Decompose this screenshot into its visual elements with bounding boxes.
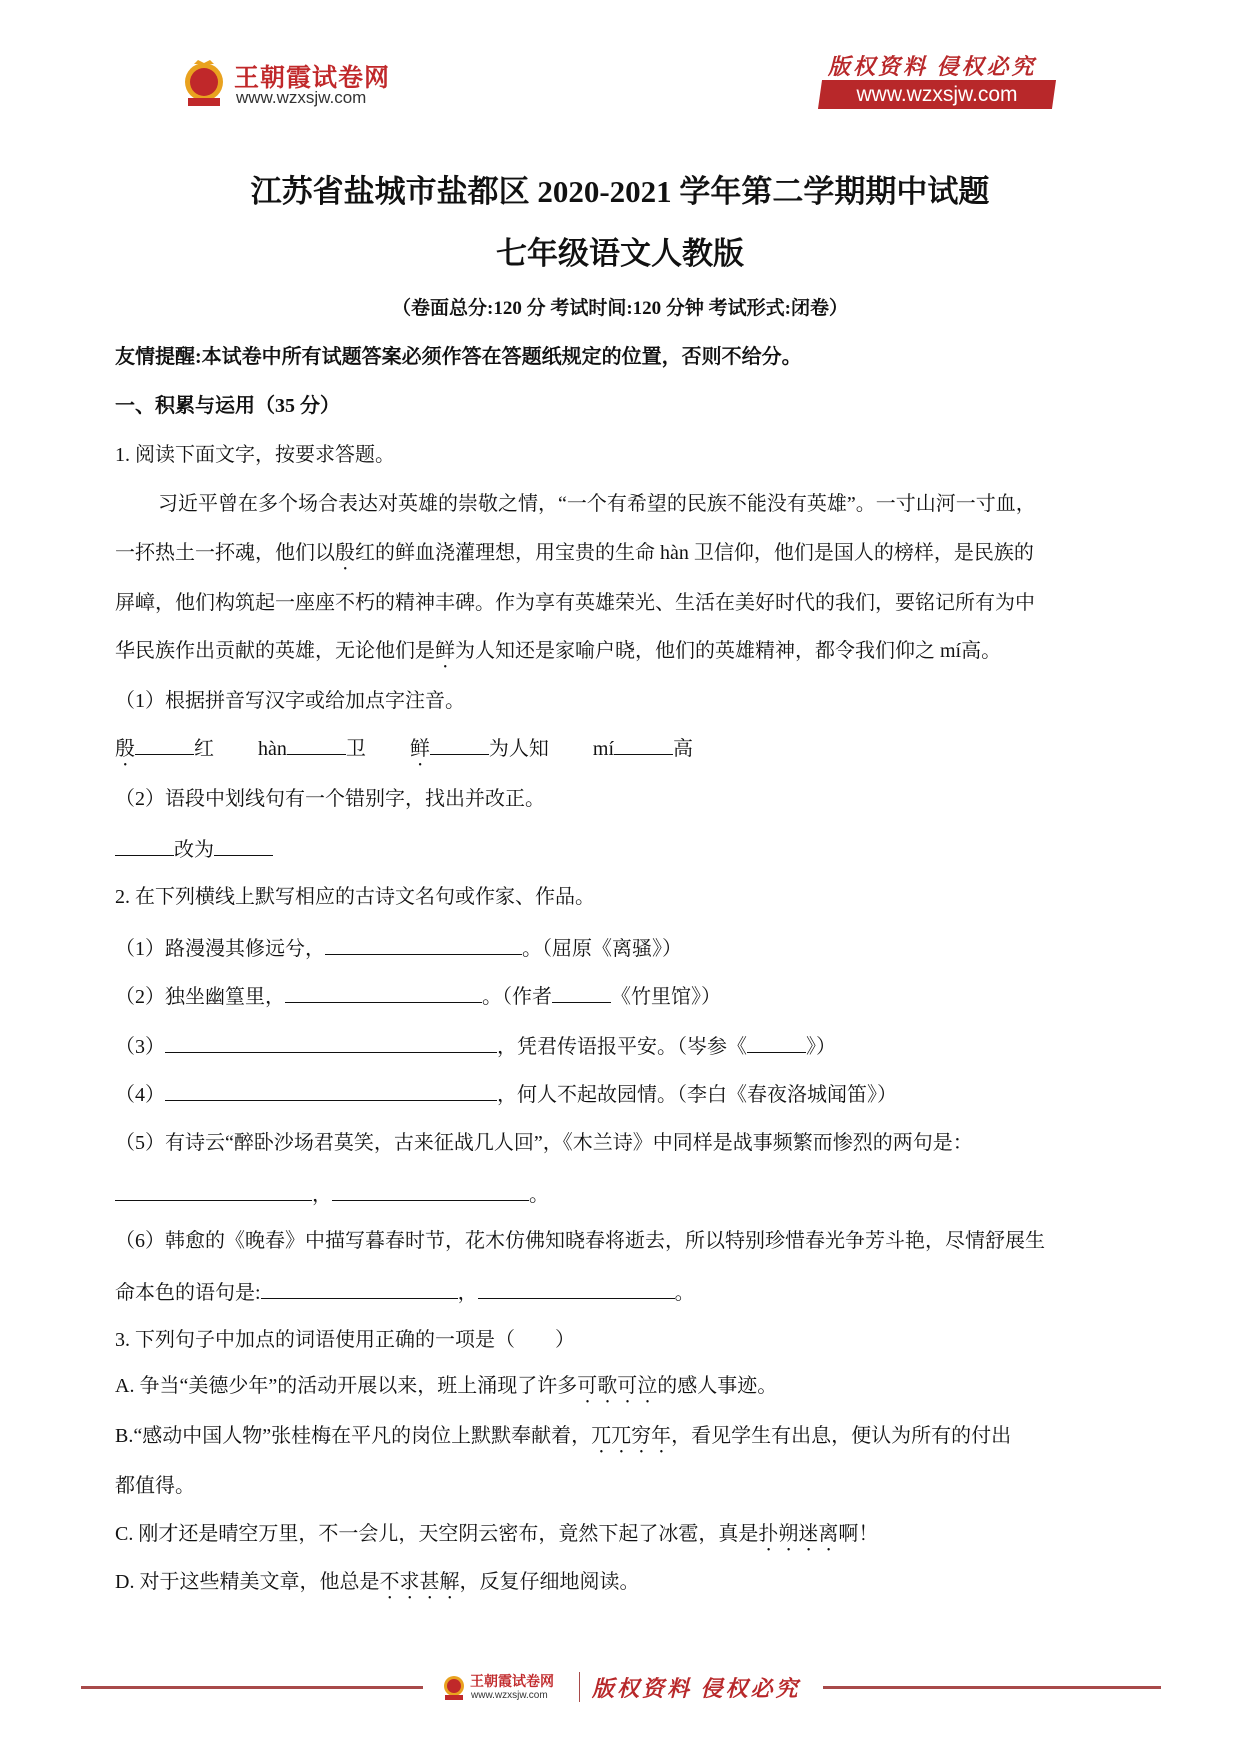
text-segment: mí <box>592 738 615 760</box>
text-line <box>115 1373 777 1408</box>
text-line <box>115 884 595 910</box>
brand-name: 王朝霞试卷网 <box>234 63 391 92</box>
text-line <box>115 982 721 1010</box>
emphasized-text: 鲜 <box>435 640 455 662</box>
text-line <box>115 1327 575 1353</box>
text-line <box>115 1569 639 1604</box>
footer-copyright: 版权资料 侵权必究 <box>592 1676 801 1701</box>
text-line <box>115 1278 695 1306</box>
doc-subtitle: 七年级语文人教版 <box>496 236 744 271</box>
answer-blank[interactable] <box>552 982 611 1003</box>
answer-blank[interactable] <box>115 835 174 856</box>
text-segment: B.“感动中国人物”张桂梅在平凡的岗位上默默奉献着， <box>115 1425 592 1447</box>
text-line <box>115 638 1001 673</box>
answer-blank[interactable] <box>135 734 194 755</box>
answer-blank[interactable] <box>430 734 489 755</box>
text-segment: （1）根据拼音写汉字或给加点字注音。 <box>115 690 465 712</box>
footer-brand-url[interactable]: www.wzxsjw.com <box>471 1690 548 1701</box>
answer-blank[interactable] <box>287 734 346 755</box>
answer-blank[interactable] <box>115 1180 312 1201</box>
brand-logo-badge-icon <box>182 58 226 110</box>
answer-blank[interactable] <box>165 1032 497 1053</box>
emphasized-text: 殷 <box>115 738 135 760</box>
text-line <box>115 1180 549 1208</box>
text-segment: hàn <box>258 738 287 760</box>
text-segment: 一、积累与运用（35 分） <box>115 395 340 417</box>
text-line <box>115 1080 897 1108</box>
text-segment: 华民族作出贡献的英雄，无论他们是 <box>115 640 435 662</box>
text-line <box>115 1473 195 1499</box>
text-segment: 》） <box>806 1036 836 1058</box>
exam-info: （卷面总分:120 分 考试时间:120 分钟 考试形式:闭卷） <box>392 298 848 319</box>
answer-blank[interactable] <box>285 982 482 1003</box>
text-segment: （2）独坐幽篁里， <box>115 986 285 1008</box>
text-segment: （5）有诗云“醉卧沙场君莫笑，古来征战几人回”，《木兰诗》中同样是战事频繁而惨烈的两句是： <box>115 1132 973 1154</box>
text-line <box>115 442 395 468</box>
text-segment: ，凭君传语报平安。（岑参《 <box>497 1036 747 1058</box>
text-line <box>115 934 682 962</box>
text-line <box>115 344 802 370</box>
emphasized-text: 兀兀穷年 <box>591 1425 672 1447</box>
text-segment: 红 <box>194 738 214 760</box>
footer-divider <box>579 1672 580 1702</box>
text-line <box>115 835 273 863</box>
text-line <box>115 1130 973 1156</box>
footer-brand-name: 王朝霞试卷网 <box>470 1674 554 1690</box>
footer-rule-right <box>823 1686 1161 1689</box>
text-segment: 2. 在下列横线上默写相应的古诗文名句或作家、作品。 <box>115 886 595 908</box>
text-segment: D. 对于这些精美文章，他总是 <box>115 1571 380 1593</box>
text-segment: 1. 阅读下面文字，按要求答题。 <box>115 444 395 466</box>
answer-blank[interactable] <box>214 835 273 856</box>
text-line <box>115 1228 1045 1254</box>
text-segment: 友情提醒:本试卷中所有试题答案必须作答在答题纸规定的位置，否则不给分。 <box>115 346 802 368</box>
text-segment: 高 <box>673 738 694 760</box>
text-segment: （3） <box>115 1036 165 1058</box>
text-segment: 为人知 <box>488 738 549 760</box>
text-segment: ，看见学生有出息，便认为所有的付出 <box>671 1425 1012 1447</box>
answer-blank[interactable] <box>747 1032 806 1053</box>
footer-logo-badge-icon <box>442 1673 466 1701</box>
banner-url[interactable]: www.wzxsjw.com <box>856 83 1018 106</box>
text-segment: 为人知还是家喻户晓，他们的英雄精神，都令我们仰之 mí高。 <box>455 640 1002 662</box>
text-segment: ， <box>457 1282 478 1304</box>
text-segment: ，反复仔细地阅读。 <box>459 1571 640 1593</box>
text-segment: 一抔热土一抔魂，他们以 <box>115 542 335 564</box>
text-segment: C. 刚才还是晴空万里，不一会儿，天空阴云密布，竟然下起了冰雹，真是 <box>115 1523 759 1545</box>
text-segment: 3. 下列句子中加点的词语使用正确的一项是（ ） <box>115 1329 575 1351</box>
footer-rule-left <box>81 1686 423 1689</box>
text-segment: 啊！ <box>838 1523 879 1545</box>
text-line <box>115 1423 1011 1458</box>
text-line <box>115 786 545 812</box>
answer-blank[interactable] <box>165 1080 497 1101</box>
text-segment: 。（作者 <box>482 986 552 1008</box>
emphasized-text: 殷 <box>335 542 355 564</box>
text-line <box>115 540 1034 575</box>
text-segment: 习近平曾在多个场合表达对英雄的崇敬之情，“一个有希望的民族不能没有英雄”。一寸山河一寸血， <box>158 493 1036 515</box>
emphasized-text: 鲜 <box>409 738 430 760</box>
emphasized-text: 不求甚解 <box>379 1571 460 1593</box>
emphasized-text: 可歌可泣 <box>577 1375 658 1397</box>
text-segment: 改为 <box>174 839 214 861</box>
text-segment: （1）路漫漫其修远兮， <box>115 938 325 960</box>
answer-blank[interactable] <box>614 734 673 755</box>
text-line <box>115 688 465 714</box>
text-segment: 。（屈原《离骚》） <box>522 938 682 960</box>
answer-blank[interactable] <box>261 1278 458 1299</box>
text-segment: （2）语段中划线句有一个错别字，找出并改正。 <box>115 788 545 810</box>
text-segment: A. 争当“美德少年”的活动开展以来，班上涌现了许多 <box>115 1375 578 1397</box>
text-segment: 红的鲜血浇灌理想，用宝贵的生命 hàn 卫信仰，他们是国人的榜样，是民族的 <box>355 542 1034 564</box>
text-line <box>158 491 1036 517</box>
text-segment: ，何人不起故园情。（李白《春夜洛城闻笛》） <box>497 1084 897 1106</box>
answer-blank[interactable] <box>332 1180 529 1201</box>
answer-blank[interactable] <box>325 934 522 955</box>
text-segment: 。 <box>674 1282 695 1304</box>
text-line <box>115 590 1035 616</box>
text-segment: （4） <box>115 1084 165 1106</box>
text-segment: 都值得。 <box>115 1475 195 1497</box>
answer-blank[interactable] <box>478 1278 675 1299</box>
text-segment: 的感人事迹。 <box>657 1375 778 1397</box>
doc-title: 江苏省盐城市盐都区 2020-2021 学年第二学期期中试题 <box>250 174 990 209</box>
text-segment: 《竹里馆》） <box>611 986 721 1008</box>
brand-url[interactable]: www.wzxsjw.com <box>236 88 367 107</box>
text-segment: 命本色的语句是: <box>115 1282 261 1304</box>
text-line <box>115 393 340 419</box>
text-line <box>115 734 693 771</box>
text-line <box>115 1032 836 1060</box>
text-line <box>115 1521 878 1556</box>
emphasized-text: 扑朔迷离 <box>758 1523 839 1545</box>
text-segment: 屏嶂，他们构筑起一座座不朽的精神丰碑。作为享有英雄荣光、生活在美好时代的我们，要铭记所有为中 <box>115 592 1035 614</box>
text-segment: （6）韩愈的《晚春》中描写暮春时节，花木仿佛知晓春将逝去，所以特别珍惜春光争芳斗艳，尽情舒展生 <box>115 1230 1045 1252</box>
text-segment: 卫 <box>345 738 366 760</box>
copyright-notice: 版权资料 侵权必究 <box>828 54 1037 79</box>
text-segment: 。 <box>529 1184 549 1206</box>
text-segment: ， <box>312 1184 332 1206</box>
